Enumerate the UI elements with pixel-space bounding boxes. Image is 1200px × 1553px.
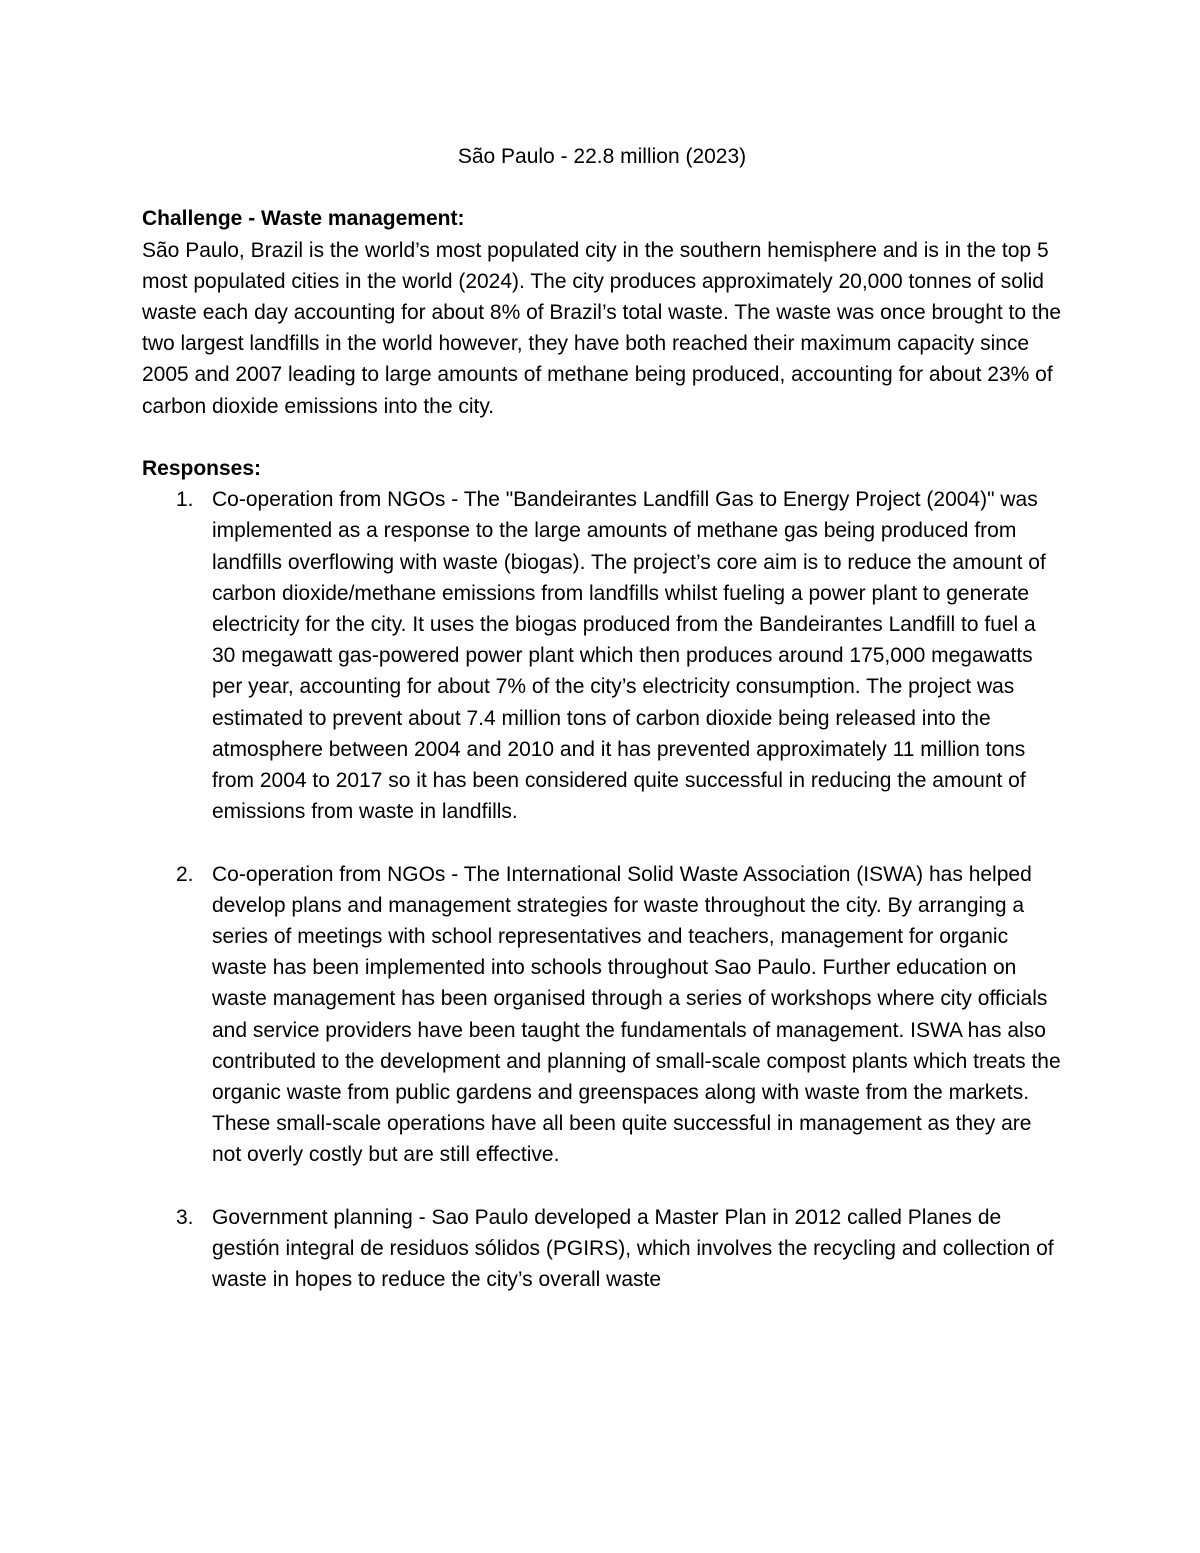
challenge-heading: Challenge - Waste management: — [142, 207, 465, 231]
response-item-3 — [142, 1202, 1062, 1296]
list-item-text: Co-operation from NGOs - The International Solid Waste Association (ISWA) has helped develop plans and management strategies for waste throughout the city. By arranging a series of meetings with school representatives and teachers, management for organic waste has been implemented into schools throughout Sao Paulo. Further education on waste management has been organised through a series of workshops where city officials and service providers have been taught the fundamentals of management. ISWA has also contributed to the development and planning of small-scale compost plants which treats the organic waste from public gardens and greenspaces along with waste from the markets. These small-scale operations have all been quite successful in management as they are not overly costly but are still effective. — [212, 862, 1061, 1167]
response-item-1 — [142, 484, 1062, 827]
document-content — [142, 141, 1062, 1327]
list-number: 3. — [176, 1205, 194, 1229]
response-item-2 — [142, 859, 1062, 1171]
responses-heading: Responses: — [142, 457, 262, 480]
list-number: 1. — [176, 488, 194, 512]
responses-list — [142, 484, 1062, 1295]
list-item-text: Government planning - Sao Paulo developed a Master Plan in 2012 called Planes de gestión integral de residuos sólidos (PGIRS), which involves the recycling and collection of waste in hopes to reduce the city’s overall waste — [212, 1205, 1054, 1292]
challenge-paragraph: São Paulo, Brazil is the world’s most populated city in the southern hemisphere and is in the top 5 most populated cities in the world (2024). The city produces approximately 20,000 tonnes of solid waste each day accounting for about 8% of Brazil’s total waste. The waste was once brought to the two largest landfills in the world however, they have both reached their maximum capacity since 2005 and 2007 leading to large amounts of methane being produced, accounting for about 23% of carbon dioxide emissions into the city. — [142, 238, 1062, 418]
page-title: São Paulo - 22.8 million (2023) — [457, 145, 747, 168]
blank-line — [142, 172, 1062, 203]
list-item-text: Co-operation from NGOs - The "Bandeirantes Landfill Gas to Energy Project (2004)" was implemented as a response to the large amounts of methane gas being produced from landfills overflowing with waste (biogas). The project’s core aim is to reduce the amount of carbon dioxide/methane emissions from landfills whilst fueling a power plant to generate electricity for the city. It uses the biogas produced from the Bandeirantes Landfill to fuel a 30 megawatt gas-powered power plant which then produces around 175,000 megawatts per year, accounting for about 7% of the city’s electricity consumption. The project was estimated to prevent about 7.4 million tons of carbon dioxide being released into the atmosphere between 2004 and 2010 and it has prevented approximately 11 million tons from 2004 to 2017 so it has been considered quite successful in reducing the amount of emissions from waste in landfills. — [212, 488, 1046, 824]
list-number: 2. — [176, 862, 194, 886]
blank-line — [142, 422, 1062, 453]
